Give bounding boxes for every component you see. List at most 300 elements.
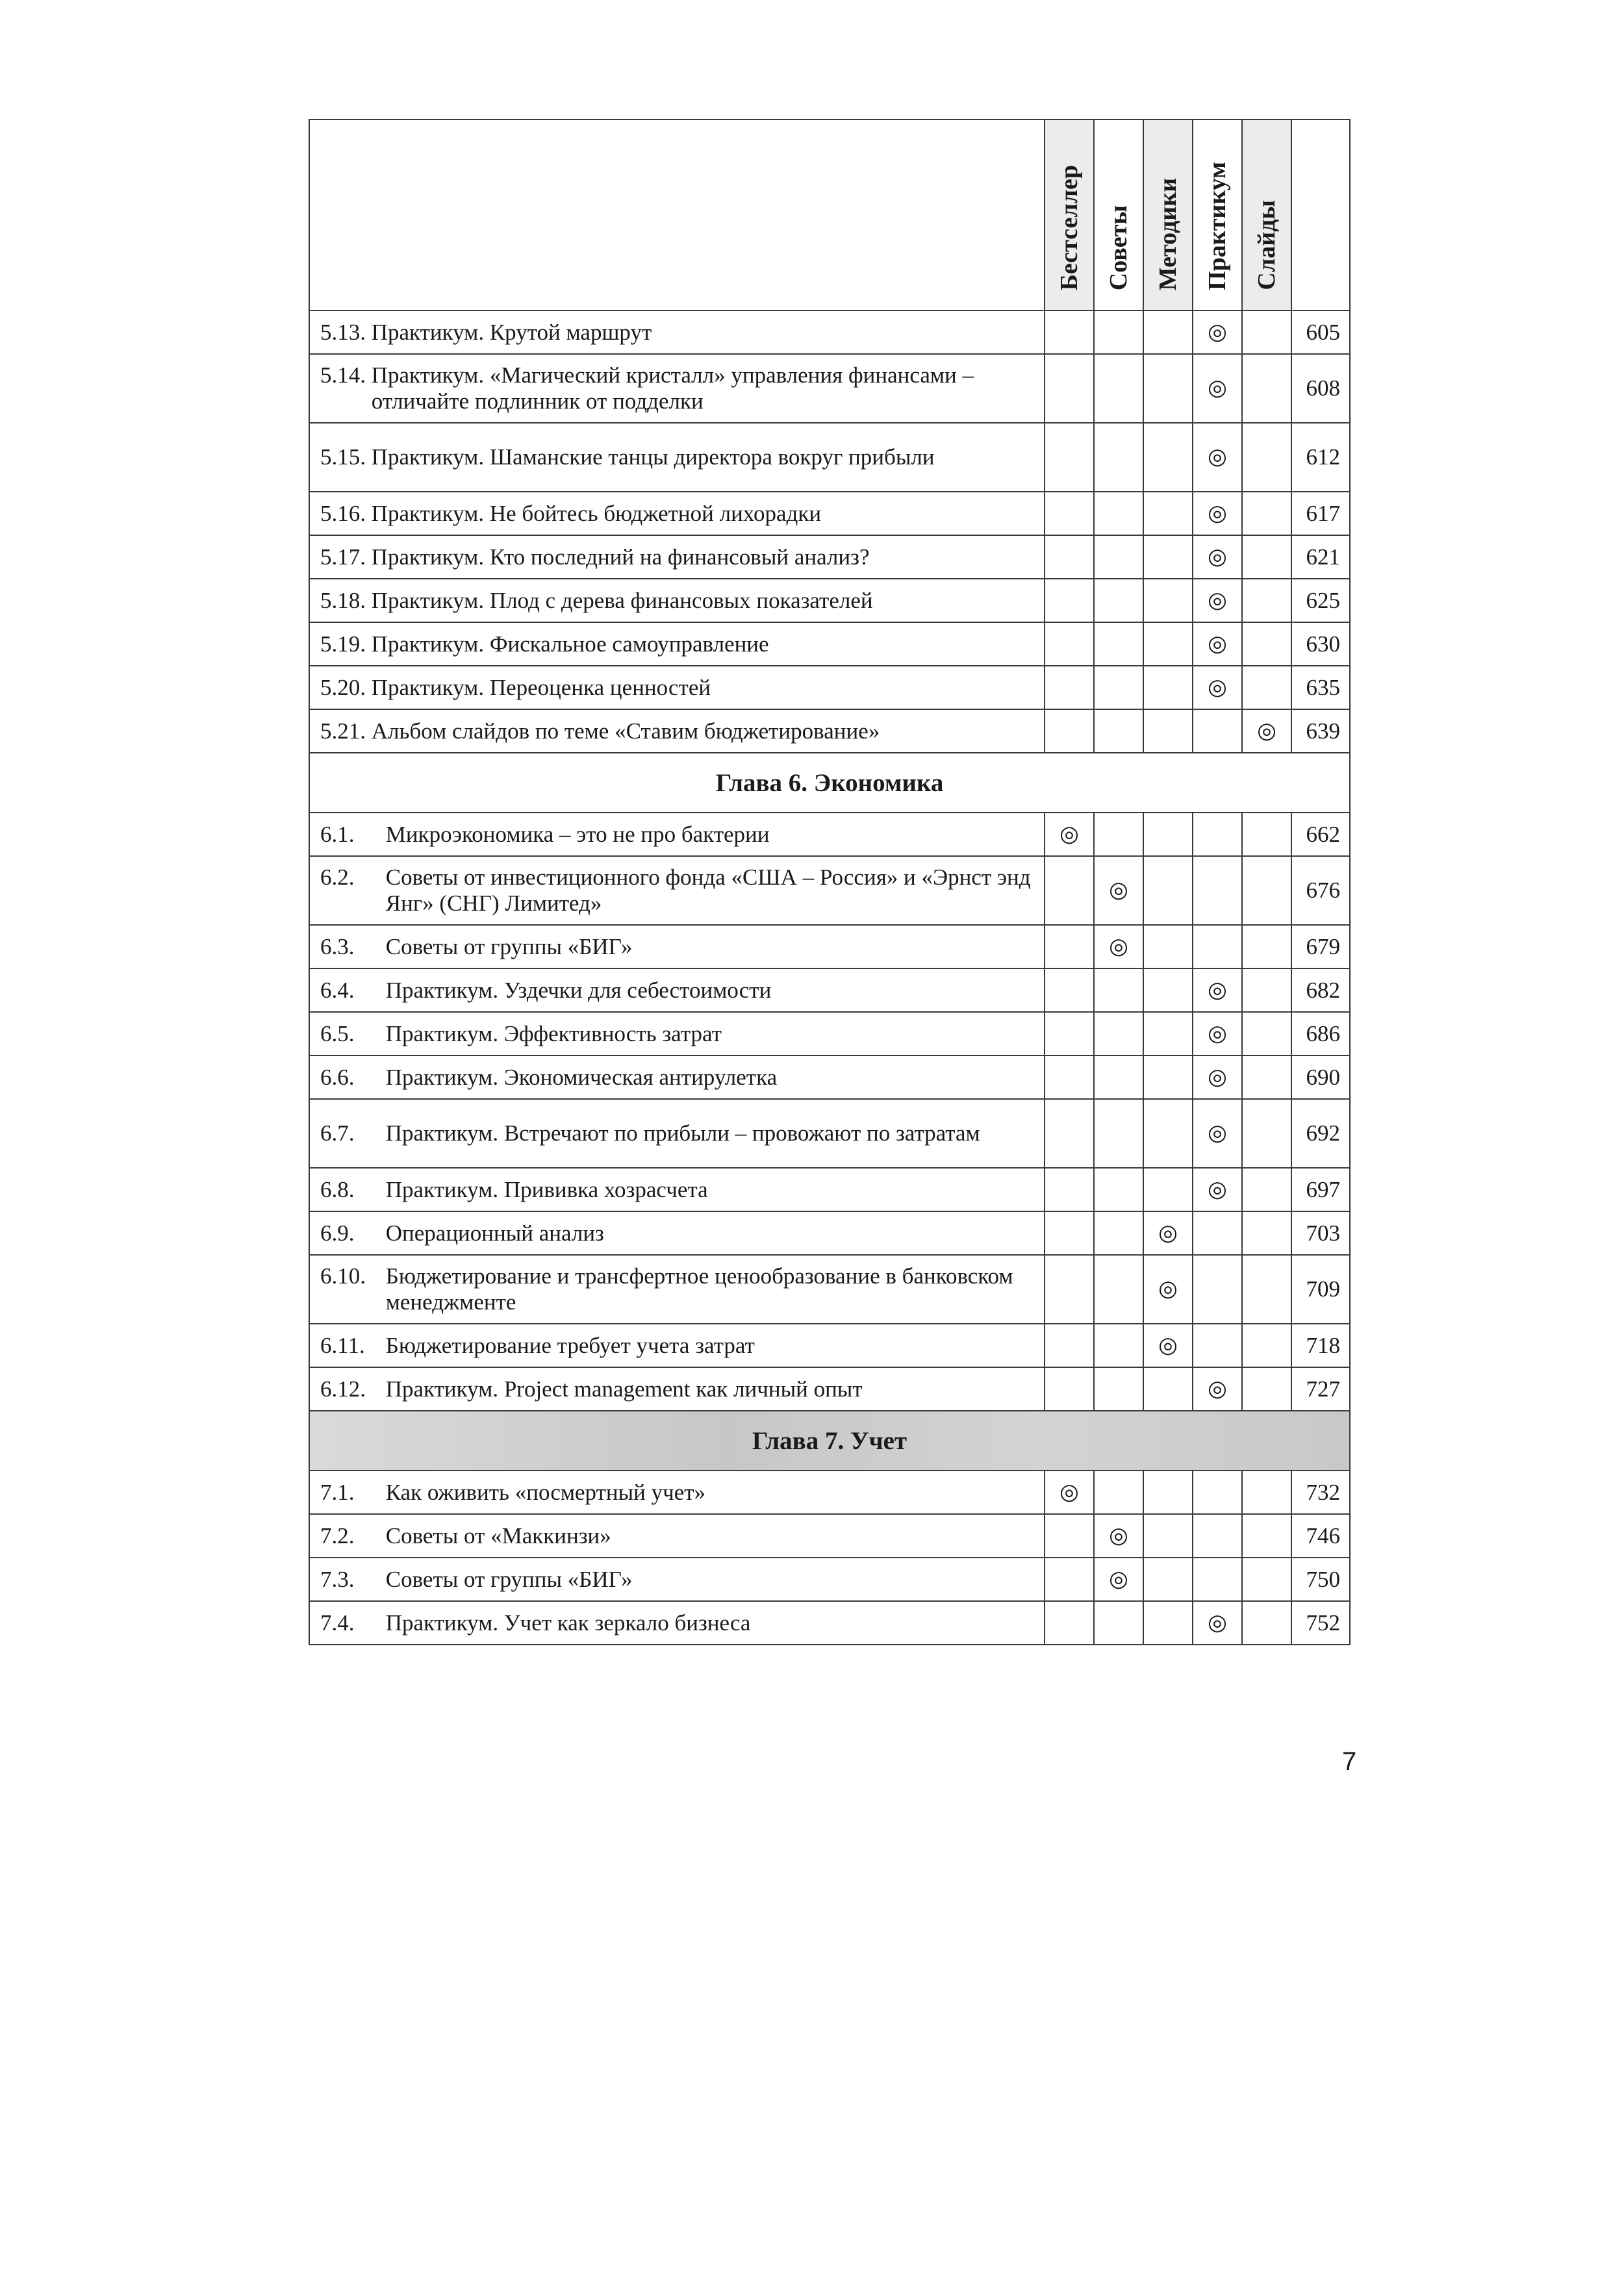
page-ref: 746 <box>1291 1514 1350 1558</box>
spacer <box>380 1480 386 1506</box>
entry-title-cell <box>309 622 1045 666</box>
mark-cell <box>1143 1514 1193 1558</box>
entry-number: 6.8. <box>320 1176 355 1202</box>
page-ref: 676 <box>1291 856 1350 925</box>
spacer <box>380 1376 386 1402</box>
table-row <box>309 968 1350 1012</box>
table-row <box>309 1601 1350 1645</box>
mark-cell <box>1143 813 1193 856</box>
mark-cell <box>1045 1601 1094 1645</box>
page-ref: 621 <box>1291 535 1350 579</box>
spacer <box>366 631 372 657</box>
entry-title-cell <box>309 968 1045 1012</box>
spacer <box>380 1065 386 1091</box>
entry-title: Практикум. Учет как зеркало бизнеса <box>385 1610 751 1636</box>
mark-cell <box>1094 666 1143 709</box>
mark-cell <box>1094 813 1143 856</box>
target-mark-icon: ◎ <box>1158 1277 1178 1301</box>
entry-title: Практикум. Не бойтесь бюджетной лихорадки <box>371 500 822 526</box>
entry-title: Практикум. Экономическая антирулетка <box>385 1064 778 1090</box>
mark-cell <box>1045 622 1094 666</box>
target-mark-icon: ◎ <box>1208 1610 1227 1635</box>
chapter-heading: Глава 6. Экономика <box>309 753 1350 813</box>
entry-number: 5.18. <box>320 587 366 613</box>
mark-cell <box>1045 813 1094 856</box>
table-row <box>309 1367 1350 1411</box>
target-mark-icon: ◎ <box>1158 1333 1178 1358</box>
column-header-methods <box>1143 120 1193 310</box>
mark-cell <box>1094 579 1143 622</box>
mark-cell <box>1242 310 1291 354</box>
target-mark-icon: ◎ <box>1208 544 1227 569</box>
mark-cell <box>1242 1055 1291 1099</box>
page-ref: 752 <box>1291 1601 1350 1645</box>
spacer <box>380 1333 386 1359</box>
mark-cell <box>1193 1601 1242 1645</box>
mark-cell <box>1242 492 1291 535</box>
target-mark-icon: ◎ <box>1059 1480 1079 1504</box>
table-row <box>309 856 1350 925</box>
target-mark-icon: ◎ <box>1109 1523 1128 1548</box>
entry-number: 5.15. <box>320 444 366 470</box>
entry-number: 5.21. <box>320 718 366 744</box>
entry-title-cell <box>309 1255 1045 1324</box>
page-number: 7 <box>1342 1747 1357 1776</box>
target-mark-icon: ◎ <box>1109 1567 1128 1591</box>
mark-cell <box>1045 856 1094 925</box>
mark-cell <box>1045 968 1094 1012</box>
mark-cell <box>1143 1324 1193 1367</box>
target-mark-icon: ◎ <box>1208 588 1227 613</box>
mark-cell <box>1045 1099 1094 1168</box>
entry-title-cell <box>309 579 1045 622</box>
page-ref: 690 <box>1291 1055 1350 1099</box>
mark-cell <box>1193 1514 1242 1558</box>
spacer <box>366 320 372 346</box>
mark-cell <box>1193 1471 1242 1514</box>
mark-cell <box>1193 1558 1242 1601</box>
spacer <box>366 501 372 527</box>
entry-title: Советы от инвестиционного фонда «США – Россия» и «Эрнст энд Янг» (СНГ) Лимитед» <box>385 865 1031 916</box>
column-header-slides <box>1242 120 1291 310</box>
table-row <box>309 310 1350 354</box>
page-ref: 630 <box>1291 622 1350 666</box>
mark-cell <box>1143 925 1193 968</box>
entry-title-cell <box>309 856 1045 925</box>
entry-number: 6.10. <box>320 1263 366 1289</box>
entry-title: Практикум. Переоценка ценностей <box>371 674 711 700</box>
mark-cell <box>1242 1471 1291 1514</box>
spacer <box>366 588 372 614</box>
target-mark-icon: ◎ <box>1208 1021 1227 1046</box>
entry-number: 5.14. <box>320 362 366 388</box>
mark-cell <box>1045 1558 1094 1601</box>
mark-cell <box>1143 856 1193 925</box>
mark-cell <box>1143 1211 1193 1255</box>
mark-cell <box>1193 709 1242 753</box>
mark-cell <box>1242 354 1291 423</box>
page-ref: 679 <box>1291 925 1350 968</box>
page-ref: 686 <box>1291 1012 1350 1055</box>
entry-title: Практикум. Project management как личный опыт <box>385 1376 863 1402</box>
page-ref: 605 <box>1291 310 1350 354</box>
entry-number: 6.4. <box>320 977 355 1003</box>
mark-cell <box>1242 1211 1291 1255</box>
entry-number: 7.2. <box>320 1523 355 1548</box>
mark-cell <box>1094 1211 1143 1255</box>
entry-number: 6.7. <box>320 1120 355 1146</box>
page-ref: 612 <box>1291 423 1350 492</box>
table-row <box>309 1012 1350 1055</box>
mark-cell <box>1045 666 1094 709</box>
spacer <box>366 444 372 470</box>
spacer <box>380 1177 386 1203</box>
spacer <box>380 822 386 848</box>
entry-number: 5.16. <box>320 500 366 526</box>
mark-cell <box>1242 925 1291 968</box>
mark-cell <box>1193 310 1242 354</box>
page-ref: 709 <box>1291 1255 1350 1324</box>
mark-cell <box>1094 310 1143 354</box>
mark-cell <box>1193 1324 1242 1367</box>
spacer <box>380 978 386 1004</box>
column-header-practicum <box>1193 120 1242 310</box>
target-mark-icon: ◎ <box>1208 376 1227 400</box>
mark-cell <box>1143 310 1193 354</box>
mark-cell <box>1094 709 1143 753</box>
column-label: Слайды <box>1253 200 1280 290</box>
mark-cell <box>1143 1367 1193 1411</box>
mark-cell <box>1193 1012 1242 1055</box>
mark-cell <box>1193 354 1242 423</box>
mark-cell <box>1045 492 1094 535</box>
entry-number: 5.13. <box>320 319 366 345</box>
mark-cell <box>1094 856 1143 925</box>
target-mark-icon: ◎ <box>1257 718 1276 743</box>
mark-cell <box>1242 1324 1291 1367</box>
table-row <box>309 1211 1350 1255</box>
mark-cell <box>1242 535 1291 579</box>
mark-cell <box>1045 579 1094 622</box>
chapter-row <box>309 1411 1350 1471</box>
entry-title-cell <box>309 666 1045 709</box>
entry-title-cell <box>309 535 1045 579</box>
spacer <box>380 1263 386 1315</box>
mark-cell <box>1193 1055 1242 1099</box>
column-label: Советы <box>1105 205 1132 290</box>
mark-cell <box>1193 1168 1242 1211</box>
spacer <box>380 1610 386 1636</box>
mark-cell <box>1143 968 1193 1012</box>
page-ref: 662 <box>1291 813 1350 856</box>
mark-cell <box>1193 968 1242 1012</box>
mark-cell <box>1045 1324 1094 1367</box>
target-mark-icon: ◎ <box>1208 1376 1227 1401</box>
mark-cell <box>1193 1099 1242 1168</box>
table-row <box>309 925 1350 968</box>
mark-cell <box>1045 925 1094 968</box>
table-row <box>309 535 1350 579</box>
mark-cell <box>1045 1012 1094 1055</box>
entry-title-cell <box>309 1168 1045 1211</box>
entry-number: 6.2. <box>320 865 355 890</box>
target-mark-icon: ◎ <box>1208 501 1227 525</box>
mark-cell <box>1094 423 1143 492</box>
mark-cell <box>1143 535 1193 579</box>
entry-title: Практикум. Прививка хозрасчета <box>385 1176 708 1202</box>
mark-cell <box>1143 1168 1193 1211</box>
mark-cell <box>1094 1558 1143 1601</box>
table-row <box>309 1558 1350 1601</box>
header-page-cell <box>1291 120 1350 310</box>
spacer <box>366 675 372 701</box>
mark-cell <box>1143 354 1193 423</box>
mark-cell <box>1045 1168 1094 1211</box>
entry-title-cell <box>309 1012 1045 1055</box>
target-mark-icon: ◎ <box>1208 445 1227 469</box>
column-label: Методики <box>1154 177 1182 290</box>
mark-cell <box>1094 1471 1143 1514</box>
target-mark-icon: ◎ <box>1208 978 1227 1002</box>
entry-title-cell <box>309 1471 1045 1514</box>
mark-cell <box>1045 1055 1094 1099</box>
mark-cell <box>1193 423 1242 492</box>
entry-title-cell <box>309 1514 1045 1558</box>
mark-cell <box>1094 1055 1143 1099</box>
mark-cell <box>1094 1367 1143 1411</box>
entry-number: 6.1. <box>320 821 355 847</box>
mark-cell <box>1045 709 1094 753</box>
page-ref: 608 <box>1291 354 1350 423</box>
entry-title: Практикум. Эффективность затрат <box>385 1020 722 1046</box>
entry-title-cell <box>309 1367 1045 1411</box>
entry-title-cell <box>309 1558 1045 1601</box>
mark-cell <box>1242 709 1291 753</box>
table-row <box>309 1324 1350 1367</box>
entry-number: 5.19. <box>320 631 366 657</box>
mark-cell <box>1094 354 1143 423</box>
table-row <box>309 492 1350 535</box>
contents-table <box>309 119 1351 1645</box>
mark-cell <box>1143 579 1193 622</box>
page-ref: 625 <box>1291 579 1350 622</box>
mark-cell <box>1094 1324 1143 1367</box>
entry-title: Как оживить «посмертный учет» <box>385 1479 706 1505</box>
page-ref: 682 <box>1291 968 1350 1012</box>
column-label: Бестселлер <box>1056 164 1083 290</box>
entry-title: Практикум. Встречают по прибыли – провожают по затратам <box>385 1120 980 1146</box>
spacer <box>380 865 386 916</box>
entry-number: 7.1. <box>320 1479 355 1505</box>
entry-number: 6.5. <box>320 1020 355 1046</box>
mark-cell <box>1193 622 1242 666</box>
page-ref: 750 <box>1291 1558 1350 1601</box>
mark-cell <box>1143 1601 1193 1645</box>
entry-title-cell <box>309 1055 1045 1099</box>
page-ref: 727 <box>1291 1367 1350 1411</box>
chapter-row <box>309 753 1350 813</box>
mark-cell <box>1193 1211 1242 1255</box>
entry-title-cell <box>309 423 1045 492</box>
mark-cell <box>1193 579 1242 622</box>
entry-title: Практикум. Крутой маршрут <box>371 319 652 345</box>
entry-title-cell <box>309 492 1045 535</box>
spacer <box>380 1220 386 1246</box>
table-row <box>309 666 1350 709</box>
chapter-heading: Глава 7. Учет <box>309 1411 1350 1471</box>
header-row <box>309 120 1350 310</box>
mark-cell <box>1143 1558 1193 1601</box>
page-ref: 692 <box>1291 1099 1350 1168</box>
mark-cell <box>1094 1168 1143 1211</box>
mark-cell <box>1242 1514 1291 1558</box>
entry-title-cell <box>309 813 1045 856</box>
mark-cell <box>1045 1514 1094 1558</box>
mark-cell <box>1143 492 1193 535</box>
page-ref: 703 <box>1291 1211 1350 1255</box>
table-row <box>309 1255 1350 1324</box>
entry-title: Практикум. Шаманские танцы директора вокруг прибыли <box>371 444 935 470</box>
mark-cell <box>1143 423 1193 492</box>
target-mark-icon: ◎ <box>1208 1121 1227 1145</box>
spacer <box>366 544 372 570</box>
entry-number: 6.9. <box>320 1220 355 1246</box>
mark-cell <box>1242 1099 1291 1168</box>
mark-cell <box>1193 856 1242 925</box>
mark-cell <box>1242 856 1291 925</box>
mark-cell <box>1143 666 1193 709</box>
mark-cell <box>1094 1514 1143 1558</box>
mark-cell <box>1045 423 1094 492</box>
target-mark-icon: ◎ <box>1109 878 1128 902</box>
table-row <box>309 1168 1350 1211</box>
entry-title: Практикум. Кто последний на финансовый анализ? <box>371 544 870 570</box>
entry-title: Практикум. Фискальное самоуправление <box>371 631 769 657</box>
spacer <box>380 934 386 960</box>
table-row <box>309 579 1350 622</box>
entry-title-cell <box>309 1601 1045 1645</box>
entry-title: Практикум. «Магический кристалл» управления финансами – отличайте подлинник от подделки <box>371 362 974 414</box>
mark-cell <box>1045 1471 1094 1514</box>
entry-number: 6.12. <box>320 1376 366 1402</box>
mark-cell <box>1242 1367 1291 1411</box>
table-row <box>309 813 1350 856</box>
mark-cell <box>1143 1255 1193 1324</box>
entry-number: 6.6. <box>320 1064 355 1090</box>
mark-cell <box>1242 579 1291 622</box>
target-mark-icon: ◎ <box>1109 934 1128 959</box>
mark-cell <box>1242 1601 1291 1645</box>
entry-title: Операционный анализ <box>385 1220 604 1246</box>
spacer <box>380 1120 386 1146</box>
entry-title: Бюджетирование требует учета затрат <box>385 1332 755 1358</box>
table-row <box>309 1055 1350 1099</box>
entry-title: Альбом слайдов по теме «Ставим бюджетирование» <box>371 718 880 744</box>
entry-title: Советы от группы «БИГ» <box>385 1566 633 1592</box>
spacer <box>380 1523 386 1549</box>
mark-cell <box>1193 925 1242 968</box>
mark-cell <box>1143 1099 1193 1168</box>
spacer <box>366 362 372 414</box>
mark-cell <box>1242 423 1291 492</box>
mark-cell <box>1193 535 1242 579</box>
entry-number: 6.11. <box>320 1332 365 1358</box>
entry-title-cell <box>309 709 1045 753</box>
entry-title-cell <box>309 1324 1045 1367</box>
entry-title: Советы от группы «БИГ» <box>385 933 633 959</box>
target-mark-icon: ◎ <box>1208 320 1227 344</box>
table-row <box>309 354 1350 423</box>
entry-number: 6.3. <box>320 933 355 959</box>
target-mark-icon: ◎ <box>1208 631 1227 656</box>
page-ref: 635 <box>1291 666 1350 709</box>
mark-cell <box>1193 492 1242 535</box>
mark-cell <box>1045 354 1094 423</box>
table-row <box>309 709 1350 753</box>
mark-cell <box>1242 666 1291 709</box>
entry-number: 5.17. <box>320 544 366 570</box>
mark-cell <box>1143 622 1193 666</box>
table-row <box>309 1471 1350 1514</box>
mark-cell <box>1242 1255 1291 1324</box>
mark-cell <box>1242 1168 1291 1211</box>
mark-cell <box>1143 1055 1193 1099</box>
target-mark-icon: ◎ <box>1059 822 1079 846</box>
mark-cell <box>1094 1255 1143 1324</box>
entry-title-cell <box>309 310 1045 354</box>
mark-cell <box>1193 666 1242 709</box>
page-ref: 732 <box>1291 1471 1350 1514</box>
entry-title-cell <box>309 925 1045 968</box>
page-ref: 639 <box>1291 709 1350 753</box>
mark-cell <box>1242 1012 1291 1055</box>
target-mark-icon: ◎ <box>1208 1177 1227 1202</box>
mark-cell <box>1045 1255 1094 1324</box>
mark-cell <box>1242 622 1291 666</box>
entry-title-cell <box>309 354 1045 423</box>
mark-cell <box>1242 813 1291 856</box>
mark-cell <box>1094 492 1143 535</box>
header-blank-cell <box>309 120 1045 310</box>
table-row <box>309 1514 1350 1558</box>
mark-cell <box>1193 813 1242 856</box>
mark-cell <box>1094 1099 1143 1168</box>
entry-title-cell <box>309 1099 1045 1168</box>
spacer <box>380 1021 386 1047</box>
mark-cell <box>1193 1367 1242 1411</box>
mark-cell <box>1045 535 1094 579</box>
column-label: Практикум <box>1204 162 1231 290</box>
entry-title: Советы от «Маккинзи» <box>385 1523 611 1548</box>
mark-cell <box>1045 310 1094 354</box>
table-row <box>309 423 1350 492</box>
mark-cell <box>1094 968 1143 1012</box>
entry-number: 5.20. <box>320 674 366 700</box>
mark-cell <box>1094 535 1143 579</box>
mark-cell <box>1094 622 1143 666</box>
column-header-bestseller <box>1045 120 1094 310</box>
target-mark-icon: ◎ <box>1208 675 1227 700</box>
mark-cell <box>1242 968 1291 1012</box>
mark-cell <box>1045 1367 1094 1411</box>
page-ref: 718 <box>1291 1324 1350 1367</box>
table-row <box>309 622 1350 666</box>
target-mark-icon: ◎ <box>1208 1065 1227 1089</box>
entry-number: 7.4. <box>320 1610 355 1636</box>
table-row <box>309 1099 1350 1168</box>
entry-title: Практикум. Уздечки для себестоимости <box>385 977 772 1003</box>
mark-cell <box>1094 1012 1143 1055</box>
